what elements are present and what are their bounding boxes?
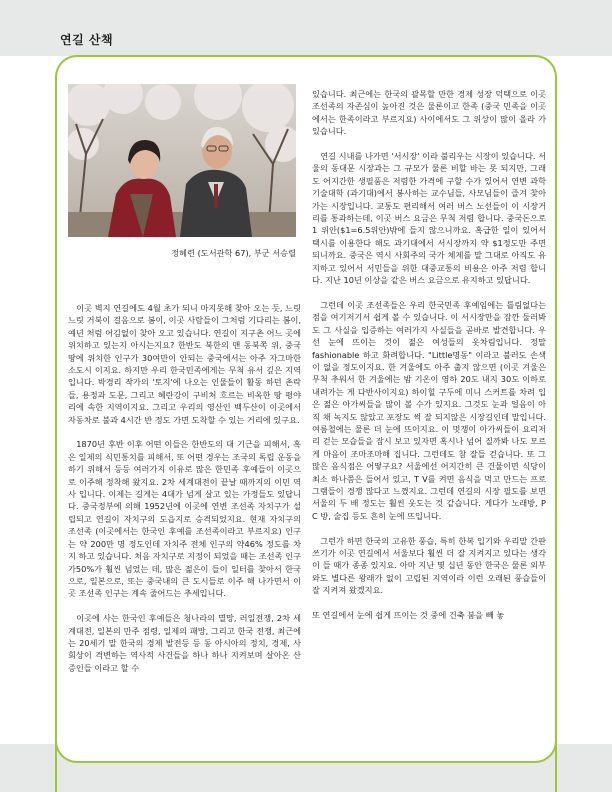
article-paragraph: 이곳에 사는 한국인 후예들은 청나라의 멸망, 러일전쟁, 2차 세계대전, 일본의 만주 점령, 일제의 패망, 그리고 한국 전쟁, 최근에는 20세기 말 한국의 경제 발전등 등 동 아시아의 정치, 경제, 사회상이 격변하는 역사적 사건들을 하나 하나 지켜보며 살아온 산 증인들 이라고 할 수 xyxy=(68,613,301,673)
article-paragraph: 이곳 벽지 연길에도 4월 초가 되니 마지못해 찾아 오는 듯, 느릿느릿 거북이 걸음으로 봄이, 이곳 사람들이 그처럼 기다리는 봄이, 예년 처럼 어김없이 찾아 오고 있습니다. 연길이 지구촌 어느 곳에 위치하고 있는지 아시는지요? 한반도 북한의 맨 동북쪽 위, 중국 땅에 위치한 인구가 30여만이 안되는 중국에서는 아주 자그마한 소도시 이지요. 하지만 우리 한국민족에게는 무척 유서 깊은 지역입니다. 박경리 작가의 '토지'에 나오는 인물들이 활동 하던 촌락들, 용정과 도문, 그리고 혜란강이 구비쳐 흐르는 비옥한 땅 평야리에 속한 지역이지요. 그리고 우리의 영산인 백두산이 이곳에서 자동차로 불과 4시간 반 정도 가면 도착할 수 있는 거리에 있구요. xyxy=(68,303,301,425)
article-paragraph: 그런가 하면 한국의 고유한 풍습, 특히 한복 입기와 우리말 간판 쓰기가 이곳 연길에서 서울보다 훨씬 더 잘 지켜지고 있다는 생각이 들 때가 종종 있지요. 아마 지난 몇 십년 동안 한국은 물론 외부와도 별다른 왕래가 없이 고립된 지역이라 이런 오래된 풍습들이 잘 지켜져 왔겠지요. xyxy=(312,535,546,596)
page-frame-bottom xyxy=(55,725,557,763)
article-paragraph: 연길 시내를 나가면 '서시장' 이라 불리우는 시장이 있습니다. 서울의 동대문 시장과는 그 규모가 물론 비할 바는 못 되지만, 그래도 어지간한 생필품은 저렴한 가격에 구할 수가 있어서 연변 과학 기술대학 (과기대)에서 봉사하는 교수님들, 사모님들이 즐겨 찾아가는 시장입니다. 교통도 편리해서 여러 버스 노선들이 이 시장거리를 통과하는데, 이곳 버스 요금은 무척 저렴 합니다. 중국돈으로 1 위안($1=6.5위안)밖에 들지 않으니까요. 혹급한 일이 있어서 택시를 이용한다 해도 과기대에서 서시장까지 약 $1정도만 주면 되니까요. 중국은 역시 사회주의 국가 체제를 말 그대로 아직도 유지하고 있어서 서민들을 위한 대중교통의 비용은 아주 저렴 합니다. 지난 10년 이상을 같은 버스 요금으로 유지하고 있답니다. xyxy=(312,151,546,286)
article-left-column xyxy=(68,302,301,687)
article-paragraph: 있습니다. 최근에는 한국의 괄목할 만한 경제 성장 덕택으로 이곳 조선족의 자존심이 높아진 것은 물론이고 한족 (중국 민족을 이곳에서는 한족이라고 부르지요) 사이에서도 그 위상이 많이 올라 가 있습니다. xyxy=(312,89,546,137)
article-paragraph: 그런데 이곳 조선족들은 우리 한국민족 후예임에는 틀림없다는 점을 여기저기서 쉽게 볼 수 있습니다. 이 서시장만을 잠깐 둘러봐도 그 사실을 입증하는 여러가지 사실들을 곧바로 발견합니다. 우선 눈에 뜨이는 것이 젊은 여성들의 옷차림입니다. 정말 fashionable 하고 화려합니다. "Little명동" 이라고 불러도 손색이 없을 정도이지요. 한 겨울에도 아주 춥지 않으면 (이곳 겨울은 무척 추워서 한 겨울에는 밤 기온이 영하 20도 내지 30도 이하로 내려가는 게 다반사이지요) 하이힐 구두에 미니 스커트를 차려 입은 젊은 아가씨들을 많이 볼 수가 있지요. 그것도 눈과 얼음이 아직 채 녹지도 않았고 포장도 썩 잘 되지않은 시장길인데 말입니다. 여름철에는 물론 더 눈에 뜨이지요. 이 멋쟁이 아가씨들이 요리저리 걷는 모습들을 잠시 보고 있자면 혹시나 넘어 질까봐 나도 모르게 마음이 조마조마해 집니다. 그런데도 참 잘들 걷습니다. 또 그 많은 음식점은 어떻구요? 서울에선 어지간히 큰 건물이면 식당이 최소 하나쯤은 들어서 있고, T V를 켜면 음식을 먹고 만드는 프로그램들이 경쟁 많다고 느꼈지요. 그런데 연길의 시장 필도를 보면 서울의 두 배 정도는 훨씬 웃도는 것 같습니다. 게다가 노래방, P C 방, 술집 등도 흔히 눈에 뜨입니다. xyxy=(312,299,546,521)
article-paragraph: 1870년 후반 이후 어떤 이들은 한반도의 대 기근을 피해서, 혹은 일제의 식민통치를 피해서, 또 어떤 경우는 조국의 독립 운동을 하기 위해서 등등 여러가지 이유로 많은 한민족 후예들이 이곳으로 이주해 정착해 왔지요. 2차 세계대전이 끝날 때까지의 이민 역사 입니다. 이제는 길게는 4대가 넘게 살고 있는 가정들도 있답니다. 중국정부에 의해 1952년에 이곳에 연변 조선족 자치구가 설립되고 연길이 자치구의 도읍지로 승격되었지요. 현재 자치구의 조선족 (이곳에서는 한국인 후예를 조선족이라고 부르지요) 인구는 약 200만 명 정도인데 자치주 전체 인구의 약46% 정도를 차지 하고 있습니다. 처음 자치구로 지정이 되었을 때는 조선족 인구가50%가 훨씬 넘었는 데, 많은 젊은이 들이 일터를 찾아서 한국으로, 일본으로, 또는 중국내의 큰 도시들로 이주 해 나가면서 이곳 조선족 인구는 계속 줄어드는 추세입니다. xyxy=(68,439,301,599)
section-title: 연길 산책 xyxy=(60,33,114,47)
article-paragraph: 또 연길에서 눈에 쉽게 뜨이는 것 중에 건축 붐을 빼 놓 xyxy=(312,610,505,620)
couple-photo-image xyxy=(68,84,296,237)
couple-photo xyxy=(68,84,296,237)
article-right-column xyxy=(312,88,546,634)
photo-caption: 정혜련 (도서관학 67), 부군 서승렬 xyxy=(171,248,296,258)
